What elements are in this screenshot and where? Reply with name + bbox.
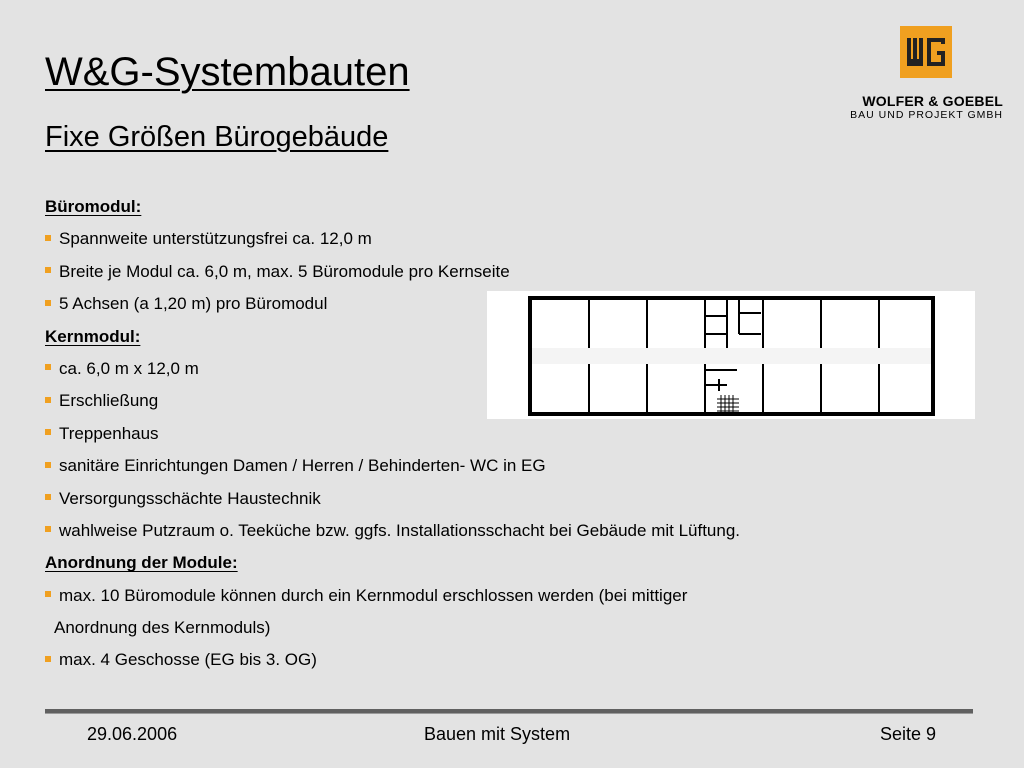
list-item: max. 4 Geschosse (EG bis 3. OG) <box>45 644 985 676</box>
slide-content <box>45 191 985 677</box>
section-heading-kernmodul: Kernmodul: <box>45 326 141 346</box>
slide-subtitle: Fixe Größen Bürogebäude <box>45 121 389 153</box>
footer-center-text: Bauen mit System <box>424 724 571 744</box>
footer-divider <box>45 709 973 714</box>
list-item: max. 10 Büromodule können durch ein Kernmodul erschlossen werden (bei mittiger <box>45 580 985 612</box>
list-item: wahlweise Putzraum o. Teeküche bzw. ggfs. Installationsschacht bei Gebäude mit Lüftung. <box>45 515 985 547</box>
list-item: Spannweite unterstützungsfrei ca. 12,0 m <box>45 223 985 255</box>
bullet-icon <box>45 364 51 370</box>
slide-title: W&G-Systembauten <box>45 50 410 94</box>
bullet-icon <box>45 300 51 306</box>
list-item: Erschließung <box>45 385 985 417</box>
list-item: 5 Achsen (a 1,20 m) pro Büromodul <box>45 288 985 320</box>
bullet-icon <box>45 235 51 241</box>
footer-page-number: Seite 9 <box>879 724 936 744</box>
bullet-icon <box>45 462 51 468</box>
company-block <box>850 93 1003 121</box>
section-heading-anordnung: Anordnung der Module: <box>45 553 238 573</box>
section-heading-bueromodul: Büromodul: <box>45 197 142 216</box>
bullet-icon <box>45 429 51 435</box>
list-item: Versorgungsschächte Haustechnik <box>45 483 985 515</box>
company-name: WOLFER & GOEBEL <box>862 93 1003 109</box>
list-item: Breite je Modul ca. 6,0 m, max. 5 Büromodule pro Kernseite <box>45 256 985 288</box>
list-item: Treppenhaus <box>45 418 985 450</box>
bullet-icon <box>45 494 51 500</box>
bullet-icon <box>45 526 51 532</box>
floor-plan-image <box>487 291 975 419</box>
bullet-icon <box>45 656 51 662</box>
list-item: sanitäre Einrichtungen Damen / Herren / Behinderten- WC in EG <box>45 450 985 482</box>
footer-date: 29.06.2006 <box>87 724 178 744</box>
bullet-icon <box>45 591 51 597</box>
wg-logo-icon <box>900 26 952 78</box>
list-item: ca. 6,0 m x 12,0 m <box>45 353 985 385</box>
bullet-icon <box>45 267 51 273</box>
bullet-icon <box>45 397 51 403</box>
list-item-continuation: Anordnung des Kernmoduls) <box>54 618 271 638</box>
company-subtitle: BAU UND PROJEKT GMBH <box>850 109 1003 121</box>
